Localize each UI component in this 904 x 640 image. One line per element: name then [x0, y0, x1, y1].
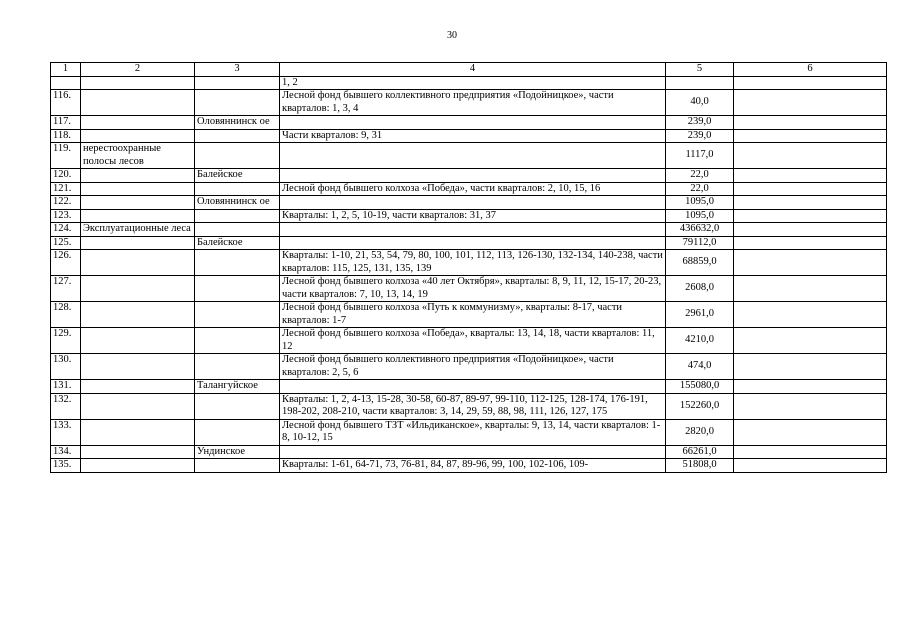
table-row	[51, 143, 887, 169]
category-cell	[81, 419, 195, 445]
forestry-cell	[195, 129, 280, 143]
table-row	[51, 209, 887, 223]
notes-cell	[734, 209, 887, 223]
forestry-cell	[195, 276, 280, 302]
row-number: 125.	[51, 236, 81, 250]
area-cell: 2608,0	[666, 276, 734, 302]
category-cell	[81, 250, 195, 276]
forestry-cell	[195, 250, 280, 276]
header-row	[51, 63, 887, 77]
category-cell	[81, 276, 195, 302]
area-cell: 4210,0	[666, 328, 734, 354]
description-cell: Кварталы: 1-10, 21, 53, 54, 79, 80, 100, 101, 112, 113, 126-130, 132-134, 140-238, части кварталов: 115, 125, 131, 135, 139	[280, 250, 666, 276]
forestry-cell: Оловяннинск ое	[195, 196, 280, 210]
area-cell: 22,0	[666, 169, 734, 183]
area-cell: 51808,0	[666, 459, 734, 473]
area-cell: 436632,0	[666, 223, 734, 237]
table-row	[51, 380, 887, 394]
table-row	[51, 90, 887, 116]
table-row	[51, 169, 887, 183]
category-cell	[81, 196, 195, 210]
notes-cell	[734, 116, 887, 130]
notes-cell	[734, 236, 887, 250]
table-row	[51, 236, 887, 250]
area-cell: 474,0	[666, 354, 734, 380]
forestry-cell	[195, 90, 280, 116]
notes-cell	[734, 328, 887, 354]
category-cell	[81, 76, 195, 90]
row-number: 117.	[51, 116, 81, 130]
row-number: 126.	[51, 250, 81, 276]
area-cell: 66261,0	[666, 445, 734, 459]
notes-cell	[734, 196, 887, 210]
row-number: 120.	[51, 169, 81, 183]
description-cell: Кварталы: 1, 2, 5, 10-19, части кварталов: 31, 37	[280, 209, 666, 223]
area-cell: 2820,0	[666, 419, 734, 445]
table-row	[51, 302, 887, 328]
description-cell	[280, 236, 666, 250]
notes-cell	[734, 90, 887, 116]
notes-cell	[734, 445, 887, 459]
forestry-cell	[195, 143, 280, 169]
row-number: 122.	[51, 196, 81, 210]
table-row	[51, 393, 887, 419]
category-cell	[81, 129, 195, 143]
forestry-cell	[195, 209, 280, 223]
row-number: 130.	[51, 354, 81, 380]
description-cell	[280, 116, 666, 130]
row-number: 118.	[51, 129, 81, 143]
category-cell	[81, 209, 195, 223]
forestry-cell	[195, 459, 280, 473]
header-cell-6: 6	[734, 63, 887, 77]
table-row	[51, 276, 887, 302]
description-cell: Кварталы: 1-61, 64-71, 73, 76-81, 84, 87, 89-96, 99, 100, 102-106, 109-	[280, 459, 666, 473]
description-cell	[280, 380, 666, 394]
header-cell-1: 1	[51, 63, 81, 77]
row-number	[51, 76, 81, 90]
area-cell: 40,0	[666, 90, 734, 116]
forestry-cell	[195, 419, 280, 445]
description-cell: Части кварталов: 9, 31	[280, 129, 666, 143]
row-number: 124.	[51, 223, 81, 237]
description-cell: Лесной фонд бывшего колхоза «Победа», части кварталов: 2, 10, 15, 16	[280, 182, 666, 196]
table-row	[51, 129, 887, 143]
area-cell: 239,0	[666, 116, 734, 130]
notes-cell	[734, 182, 887, 196]
forestry-cell: Оловяннинск ое	[195, 116, 280, 130]
forestry-cell: Балейское	[195, 236, 280, 250]
description-cell	[280, 196, 666, 210]
category-cell	[81, 116, 195, 130]
area-cell: 68859,0	[666, 250, 734, 276]
description-cell	[280, 169, 666, 183]
description-cell: Лесной фонд бывшего ТЗТ «Ильдиканское», кварталы: 9, 13, 14, части кварталов: 1-8, 10-12, 15	[280, 419, 666, 445]
row-number: 128.	[51, 302, 81, 328]
notes-cell	[734, 380, 887, 394]
category-cell: Эксплуатационные леса	[81, 223, 195, 237]
table-row	[51, 445, 887, 459]
notes-cell	[734, 143, 887, 169]
category-cell	[81, 169, 195, 183]
notes-cell	[734, 459, 887, 473]
table-row	[51, 354, 887, 380]
data-table	[50, 62, 887, 473]
row-number: 131.	[51, 380, 81, 394]
notes-cell	[734, 393, 887, 419]
notes-cell	[734, 419, 887, 445]
table-row	[51, 459, 887, 473]
row-number: 132.	[51, 393, 81, 419]
header-cell-2: 2	[81, 63, 195, 77]
category-cell	[81, 302, 195, 328]
notes-cell	[734, 276, 887, 302]
notes-cell	[734, 223, 887, 237]
area-cell: 1117,0	[666, 143, 734, 169]
area-cell: 155080,0	[666, 380, 734, 394]
header-cell-5: 5	[666, 63, 734, 77]
category-cell	[81, 236, 195, 250]
table-row	[51, 419, 887, 445]
forestry-cell: Балейское	[195, 169, 280, 183]
row-number: 123.	[51, 209, 81, 223]
table-row	[51, 223, 887, 237]
area-cell: 239,0	[666, 129, 734, 143]
notes-cell	[734, 354, 887, 380]
category-cell: нерестоохранные полосы лесов	[81, 143, 195, 169]
area-cell: 1095,0	[666, 196, 734, 210]
row-number: 119.	[51, 143, 81, 169]
forestry-cell	[195, 223, 280, 237]
category-cell	[81, 393, 195, 419]
row-number: 133.	[51, 419, 81, 445]
area-cell: 2961,0	[666, 302, 734, 328]
notes-cell	[734, 129, 887, 143]
row-number: 116.	[51, 90, 81, 116]
table-row	[51, 116, 887, 130]
forestry-cell: Ундинское	[195, 445, 280, 459]
row-number: 121.	[51, 182, 81, 196]
forestry-cell	[195, 354, 280, 380]
forestry-cell	[195, 302, 280, 328]
description-cell	[280, 223, 666, 237]
forestry-cell	[195, 182, 280, 196]
table-row	[51, 328, 887, 354]
forestry-cell	[195, 76, 280, 90]
area-cell: 22,0	[666, 182, 734, 196]
row-number: 129.	[51, 328, 81, 354]
row-number: 127.	[51, 276, 81, 302]
forestry-cell	[195, 328, 280, 354]
area-cell	[666, 76, 734, 90]
notes-cell	[734, 169, 887, 183]
area-cell: 79112,0	[666, 236, 734, 250]
table-row	[51, 76, 887, 90]
description-cell: Лесной фонд бывшего колхоза «Путь к коммунизму», кварталы: 8-17, части кварталов: 1-7	[280, 302, 666, 328]
description-cell: Лесной фонд бывшего коллективного предприятия «Подойницкое», части кварталов: 1, 3, 4	[280, 90, 666, 116]
category-cell	[81, 328, 195, 354]
category-cell	[81, 380, 195, 394]
page-number: 30	[447, 30, 457, 41]
description-cell: Лесной фонд бывшего коллективного предприятия «Подойницкое», части кварталов: 2, 5, 6	[280, 354, 666, 380]
row-number: 134.	[51, 445, 81, 459]
table-row	[51, 196, 887, 210]
description-cell: Лесной фонд бывшего колхоза «40 лет Октября», кварталы: 8, 9, 11, 12, 15-17, 20-23, части кварталов: 7, 10, 13, 14, 19	[280, 276, 666, 302]
description-cell	[280, 143, 666, 169]
description-cell: 1, 2	[280, 76, 666, 90]
notes-cell	[734, 302, 887, 328]
area-cell: 1095,0	[666, 209, 734, 223]
table-row	[51, 182, 887, 196]
row-number: 135.	[51, 459, 81, 473]
description-cell: Лесной фонд бывшего колхоза «Победа», кварталы: 13, 14, 18, части кварталов: 11, 12	[280, 328, 666, 354]
notes-cell	[734, 76, 887, 90]
description-cell	[280, 445, 666, 459]
category-cell	[81, 445, 195, 459]
table-row	[51, 250, 887, 276]
category-cell	[81, 182, 195, 196]
notes-cell	[734, 250, 887, 276]
category-cell	[81, 354, 195, 380]
header-cell-4: 4	[280, 63, 666, 77]
forestry-cell	[195, 393, 280, 419]
category-cell	[81, 90, 195, 116]
header-cell-3: 3	[195, 63, 280, 77]
category-cell	[81, 459, 195, 473]
description-cell: Кварталы: 1, 2, 4-13, 15-28, 30-58, 60-87, 89-97, 99-110, 112-125, 128-174, 176-191, 198-202, 208-210, части кварталов: 3, 14, 29, 59, 88, 98, 111, 126, 127, 175	[280, 393, 666, 419]
forestry-cell: Талангуйское	[195, 380, 280, 394]
area-cell: 152260,0	[666, 393, 734, 419]
